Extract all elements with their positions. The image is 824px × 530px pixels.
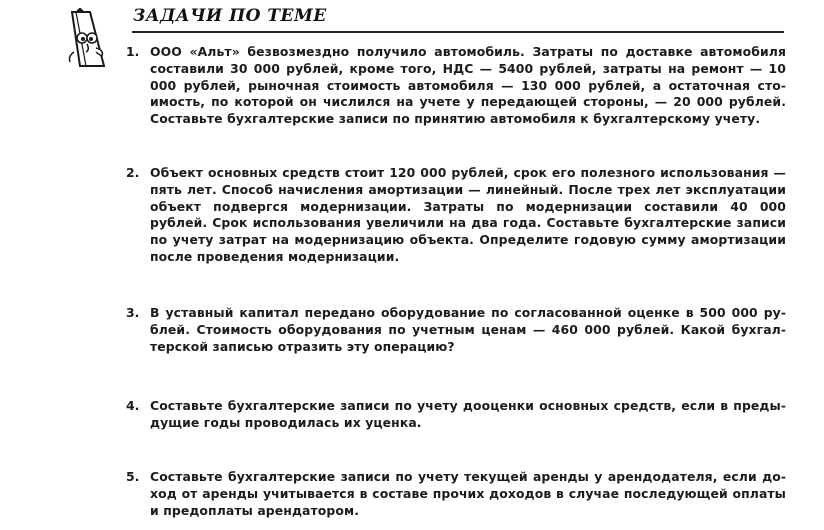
task-item [126, 44, 786, 128]
task-number: 4. [126, 398, 140, 413]
task-number: 5. [126, 469, 140, 484]
task-item [126, 469, 786, 519]
task-text: Объект основных средств стоит 120 000 рублей, срок его полезного использования — пять лет. Способ начисления амортизации — линейный. После трех лет эксплуатации объект подвергся модернизации. Затраты по модернизации составили 40 000 рублей. Срок использования увеличили на два года. Составьте бухгалтерские записи по учету затрат на модернизацию объекта. Определите годовую сумму амортизации после проведения модернизации. [150, 165, 786, 264]
task-number: 3. [126, 305, 140, 320]
task-text: ООО «Альт» безвозмездно получило автомобиль. Затраты по доставке автомобиля составили 30 000 рублей, кроме того, НДС — 5400 рублей, затраты на ремонт — 10 000 рублей, рыночная стоимость автомобиля — 130 000 рублей, а остаточная стоимость, по которой он числился на учете у передающей стороны, — 20 000 рублей. Составьте бухгалтерские записи по принятию автомобиля к бухгалтерскому учету. [150, 44, 786, 127]
task-text: Составьте бухгалтерские записи по учету дооценки основных средств, если в предыдущие годы проводилась их уценка. [150, 398, 786, 430]
task-item [126, 165, 786, 266]
task-number: 2. [126, 165, 140, 180]
task-number: 1. [126, 44, 140, 59]
section-title: ЗАДАЧИ ПО ТЕМЕ [133, 6, 327, 26]
task-item [126, 398, 786, 432]
task-text: В уставный капитал передано оборудование по согласованной оценке в 500 000 рублей. Стоимость оборудования по учетным ценам — 460 000 рублей. Какой бухгалтерской записью отразить эту операцию? [150, 305, 786, 354]
task-item [126, 305, 786, 355]
task-text: Составьте бухгалтерские записи по учету текущей аренды у арендодателя, если доход от аренды учитывается в составе прочих доходов в случае последующей оплаты и предоплаты арендатором. [150, 469, 786, 518]
